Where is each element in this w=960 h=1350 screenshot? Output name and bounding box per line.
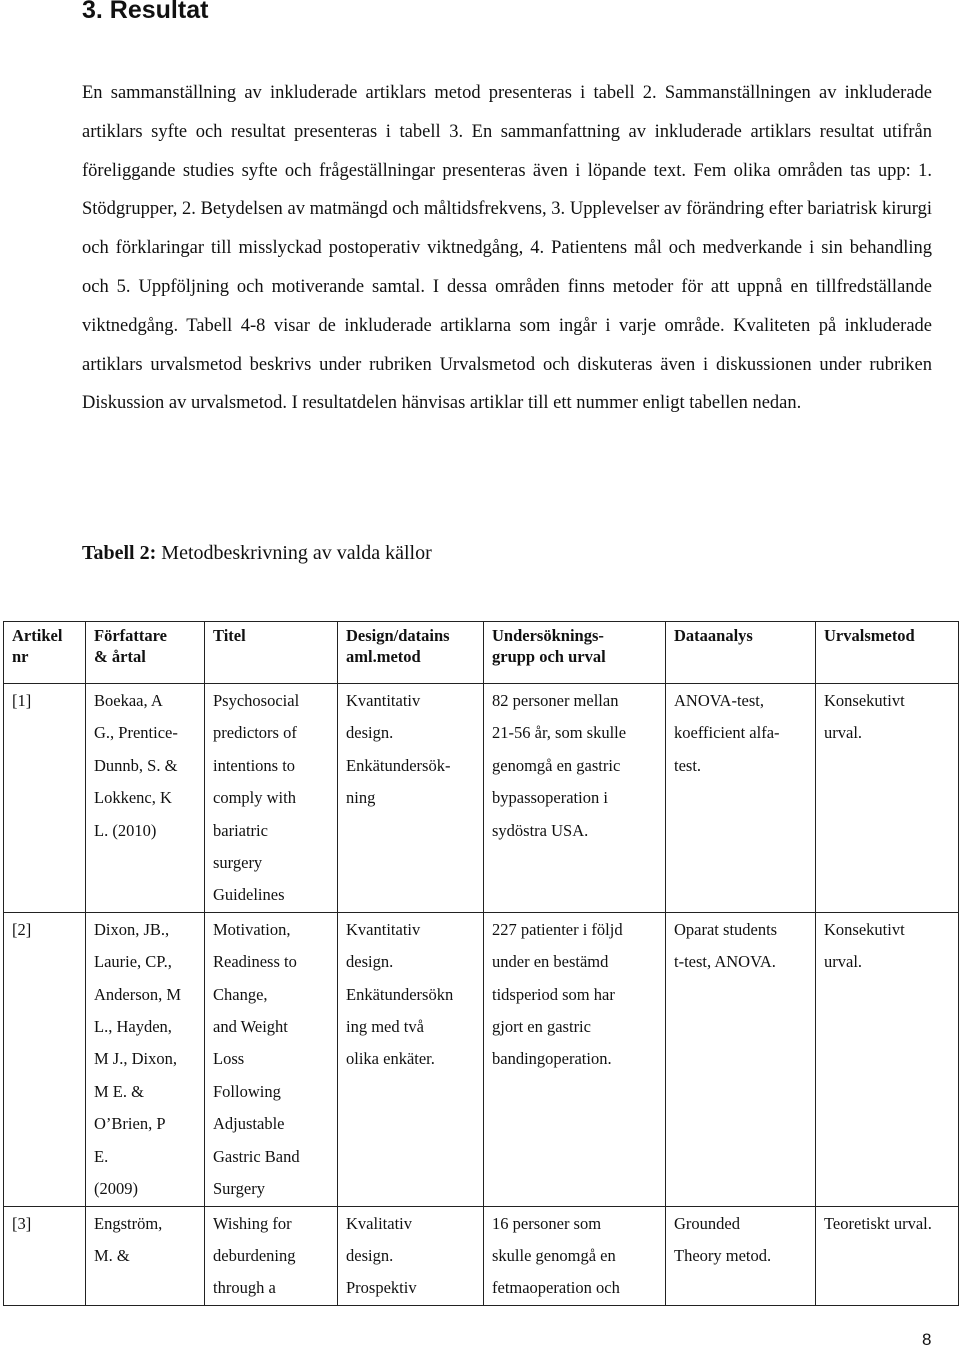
header-line: Undersöknings- [492,626,604,645]
cell-line: urval. [824,952,863,972]
cell-line: Following [213,1081,281,1101]
cell-line: (2009) [94,1179,138,1199]
cell-line: urval. [824,723,863,743]
cell-line: Kvantitativ [346,919,421,939]
cell-dataanalys [666,1206,816,1305]
table-caption [82,542,432,565]
cell-line: Gastric Band [213,1146,300,1166]
header-undersokningsgrupp [484,622,666,684]
cell-line: M J., Dixon, [94,1049,177,1069]
cell-urvalsmetod [816,1206,959,1305]
cell-line: M E. & [94,1081,144,1101]
header-line: Titel [213,626,246,645]
table-row [4,1206,959,1305]
cell-dataanalys [666,684,816,913]
cell-design [338,912,484,1206]
header-line: nr [12,647,29,666]
cell-undersokningsgrupp [484,912,666,1206]
table-header [4,622,959,684]
header-line: grupp och urval [492,647,606,666]
cell-line: Adjustable [213,1114,285,1134]
cell-line: Loss [213,1049,245,1069]
cell-line: Prospektiv [346,1278,417,1298]
header-line: Författare [94,626,167,645]
cell-line: t-test, ANOVA. [674,952,776,972]
cell-line: [1] [12,691,32,710]
cell-forfattare [86,912,205,1206]
table-header-row [4,622,959,684]
cell-line: tidsperiod som har [492,984,615,1004]
cell-line: Enkätundersökn [346,984,454,1004]
cell-line: L. (2010) [94,820,157,840]
cell-line: fetmaoperation och [492,1278,620,1298]
cell-line: bariatric [213,820,268,840]
header-urvalsmetod [816,622,959,684]
cell-line: Anderson, M [94,984,182,1004]
header-dataanalys [666,622,816,684]
cell-line: Wishing for [213,1213,292,1233]
cell-line: bypassoperation i [492,788,608,808]
method-table [3,621,959,1306]
cell-line: Engström, [94,1213,163,1233]
cell-design [338,1206,484,1305]
cell-line: G., Prentice- [94,723,178,743]
cell-line: Surgery [213,1179,265,1199]
cell-line: Readiness to [213,952,297,972]
cell-line: E. [94,1146,109,1166]
cell-line: Kvantitativ [346,691,421,710]
cell-line: Grounded [674,1213,740,1233]
cell-line: Guidelines [213,885,285,905]
header-line: Urvalsmetod [824,626,915,645]
table-row [4,912,959,1206]
header-design [338,622,484,684]
cell-line: design. [346,723,394,743]
cell-line: ing med två [346,1017,424,1037]
cell-line: 16 personer som [492,1213,602,1233]
header-line: & årtal [94,647,146,666]
cell-line: 227 patienter i följd [492,919,623,939]
cell-dataanalys [666,912,816,1206]
cell-line: design. [346,952,394,972]
cell-line: through a [213,1278,276,1298]
cell-line: Dunnb, S. & [94,755,178,775]
cell-line: Change, [213,984,268,1004]
cell-artikel-nr [4,1206,86,1305]
cell-line: olika enkäter. [346,1049,435,1069]
header-line: Artikel [12,626,63,645]
cell-line: Boekaa, A [94,691,163,710]
cell-line: M. & [94,1245,130,1265]
cell-line: sydöstra USA. [492,820,589,840]
cell-line: ANOVA-test, [674,691,764,710]
cell-line: L., Hayden, [94,1017,172,1037]
section-heading: 3. Resultat [82,0,209,24]
cell-line: surgery [213,853,263,873]
cell-line: [3] [12,1213,32,1233]
cell-titel [205,1206,338,1305]
cell-design [338,684,484,913]
cell-line: and Weight [213,1017,288,1037]
cell-line: [2] [12,919,32,939]
header-forfattare [86,622,205,684]
cell-line: 82 personer mellan [492,691,619,710]
cell-line: koefficient alfa- [674,723,780,743]
page-number: 8 [922,1330,932,1349]
cell-line: under en bestämd [492,952,609,972]
cell-line: comply with [213,788,296,808]
cell-line: Lokkenc, K [94,788,172,808]
table-caption-text: Metodbeskrivning av valda källor [156,542,432,564]
cell-line: Enkätundersök- [346,755,451,775]
cell-line: ning [346,788,376,808]
cell-artikel-nr [4,912,86,1206]
cell-urvalsmetod [816,684,959,913]
cell-line: intentions to [213,755,296,775]
table-caption-label: Tabell 2: [82,542,157,564]
cell-line: Psychosocial [213,691,300,710]
cell-urvalsmetod [816,912,959,1206]
cell-forfattare [86,684,205,913]
cell-line: gjort en gastric [492,1017,591,1037]
cell-line: Theory metod. [674,1245,772,1265]
cell-line: Konsekutivt [824,919,905,939]
cell-forfattare [86,1206,205,1305]
header-line: Design/datains [346,626,450,645]
cell-line: Oparat students [674,919,778,939]
header-line: aml.metod [346,647,421,666]
cell-line: Motivation, [213,919,291,939]
cell-line: Dixon, JB., [94,919,170,939]
cell-line: test. [674,755,702,775]
header-artikel-nr [4,622,86,684]
cell-undersokningsgrupp [484,684,666,913]
cell-line: design. [346,1245,394,1265]
cell-titel [205,684,338,913]
table-row [4,684,959,913]
cell-line: Laurie, CP., [94,952,172,972]
cell-undersokningsgrupp [484,1206,666,1305]
cell-line: 21-56 år, som skulle [492,723,627,743]
cell-line: Teoretiskt urval. [824,1213,932,1233]
cell-line: O’Brien, P [94,1114,166,1134]
cell-line: predictors of [213,723,297,743]
cell-line: Kvalitativ [346,1213,412,1233]
cell-titel [205,912,338,1206]
header-titel [205,622,338,684]
cell-line: deburdening [213,1245,296,1265]
cell-line: genomgå en gastric [492,755,621,775]
cell-artikel-nr [4,684,86,913]
cell-line: skulle genomgå en [492,1245,616,1265]
cell-line: bandingoperation. [492,1049,612,1069]
header-line: Dataanalys [674,626,753,645]
cell-line: Konsekutivt [824,691,905,710]
body-paragraph: En sammanställning av inkluderade artiklars metod presenteras i tabell 2. Sammanställningen av inkluderade artiklars syfte och resultat presenteras i tabell 3. En sammanfattning av inkluderade artiklars resultat utifrån föreliggande studies syfte och frågeställningar presenteras även i löpande text. Fem olika områden tas upp: 1. Stödgrupper, 2. Betydelsen av matmängd och måltidsfrekvens, 3. Upplevelser av förändring efter bariatrisk kirurgi och förklaringar till misslyckad postoperativ viktnedgång, 4. Patientens mål och medverkande i sin behandling och 5. Uppföljning och motiverande samtal. I dessa områden finns metoder för att uppnå en tillfredställande viktnedgång. Tabell 4-8 visar de inkluderade artiklarna som ingår i varje område. Kvaliteten på inkluderade artiklars urvalsmetod beskrivs under rubriken Urvalsmetod och diskuteras även i diskussionen under rubriken Diskussion av urvalsmetod. I resultatdelen hänvisas artiklar till ett nummer enligt tabellen nedan. [82,83,932,414]
table-body [4,684,959,1306]
